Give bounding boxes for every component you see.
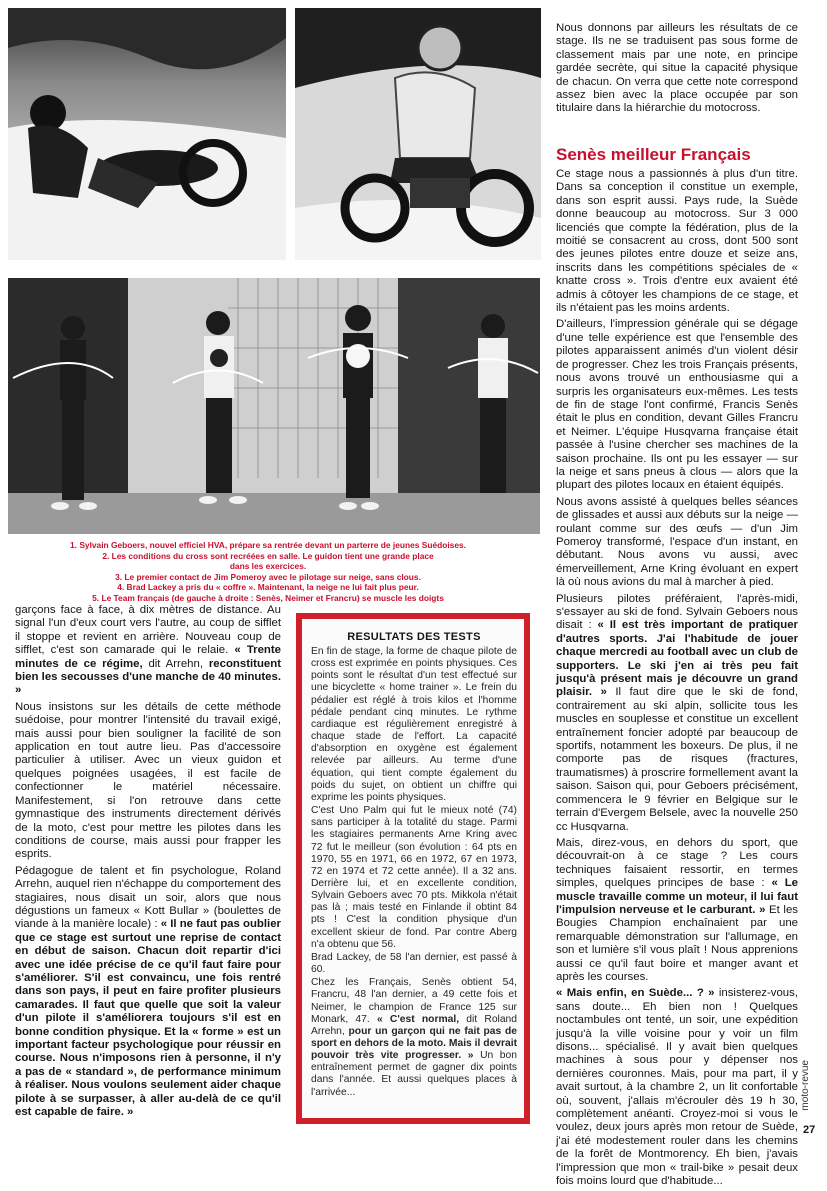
text-run: Plusieurs pilotes préféraient, l'après-midi, s'essayer au ski de fond. Sylvain Geboers nous disait :: [556, 592, 798, 632]
text-run: Et les Bougies Champion enchaînaient par une remarquable démonstration sur l'allumage, en son et lumière s'il vous plaît ! Nous apprenions aussi ce qu'il faut boire et manger avant et après les courses.: [556, 903, 798, 983]
quote: pour un garçon qui ne fait pas de sport en dehors de la moto. Mais il devrait pouvoir très vite progresser. »: [311, 1025, 517, 1062]
quote: « Trente minutes de ce régime,: [15, 644, 282, 670]
text-run: dit Roland Arrehn,: [311, 1013, 518, 1037]
results-box: [296, 613, 530, 1124]
section-heading: Senès meilleur Français: [556, 145, 751, 164]
quote: reconstituent bien les secousses d'une manche de 40 minutes. »: [15, 657, 281, 697]
paragraph: Nous donnons par ailleurs les résultats de ce stage. Ils ne se traduisent pas sous forme de classement mais par une note, en principe gardée secrète, qui situe la capacité physique de chacun. On verra que cette note correspond assez bien avec la place occupée par son titulaire dans la hiérarchie du motocross.: [556, 22, 798, 115]
text-run: Mais, direz-vous, en dehors du sport, que découvrait-on à ce stage ? Les cours techniques faisaient ressortir, en termes simples, quelques principes de base :: [556, 836, 798, 890]
magazine-name: moto-revue: [800, 1060, 811, 1111]
text-run: Un bon entraînement permet de gagner dix points dans l'année. Et aussi quelques places à l'arrivée...: [311, 1050, 517, 1098]
paragraph: [15, 865, 281, 1120]
text-run: Chez les Français, Senès obtient 54, Francru, 48 l'an dernier, a 49 cette fois et Neimer, le champion de France 125 sur Monark, 47.: [311, 977, 517, 1025]
photo-snow-rider-fallen: [8, 8, 286, 260]
quote: « Mais enfin, en Suède... ? »: [556, 987, 715, 1000]
text-run: insisterez-vous, sans doute... Eh bien non ! Quelques noctambules ont tenté, un soir, une expédition jusqu'à la ville voisine pour y voir un film disons... spécialisé. Il y avait bien quelques machines à sous pour y dépenser nos dernières couronnes. Mais, pour ma part, il y avait surtout, à la chambre 2, un lit confortable où, souvent, j'allais m'écrouler dès 19 h 30, complètement anéanti. Croyez-moi si vous le voulez, deux jours après mon retour de Suède, j'ai été modestement rouler dans les chemins de la forêt de Montmorency. Eh bien, j'avais l'impression que mon « trail-bike » pesait deux fois moins lourd que d'habitude...: [556, 987, 798, 1188]
caption-line: 1. Sylvain Geboers, nouvel efficiel HVA, prépare sa rentrée devant un parterre de jeunes Suédoises.: [70, 540, 466, 550]
caption-line: 3. Le premier contact de Jim Pomeroy avec le pilotage sur neige, sans clous.: [115, 571, 421, 582]
paragraph: D'ailleurs, l'impression générale qui se dégage d'une telle expérience est que l'ensemble des pilotes apparaissent animés d'un violent désir de progresser. Chez les trois Français présents, nous avons trouvé un enthousiasme qui a surpris les organisateurs eux-mêmes. Les tests de fin de stage l'ont confirmé, Francis Senès était le plus en condition, devant Gilles Francru et Neimer. L'équipe Husqvarna française était passée à l'usine chercher ses machines de la saison prochaine. Ils ont pu les essayer — sur la neige et sans pneus à clous — alors que la plupart des pilotes locaux en étaient équipés.: [556, 318, 798, 492]
caption-line: 2. Les conditions du cross sont recréées en salle. Le guidon tient une grande place: [102, 550, 434, 561]
results-box-text: [311, 646, 517, 1099]
caption-line: 5. Le Team français (de gauche à droite : Senès, Neimer et Francru) se muscle les doigts: [92, 592, 444, 603]
paragraph: Nous insistons sur les détails de cette méthode suédoise, pour montrer l'intensité du travail exigé, mais aussi pour bien souligner la facilité de son application en tout autre lieu. Pas d'accessoire particulier à utiliser. Avec un vieux guidon et quelques poignées usagées, il est facile de confectionner le matériel nécessaire. Manifestement, si l'on retrouve dans cette gymnastique des instruments directement dérivés de la moto, c'est pour mettre les pilotes dans les conditions de course, mais aussi pour frapper les esprits.: [15, 700, 281, 861]
quote: « Le muscle travaille comme un moteur, il lui faut l'impulsion nerveuse et le carburant. »: [556, 877, 799, 916]
quote: « Il est très important de pratiquer d'autres sports. J'ai l'habitude de jouer chaque mercredi au football avec un club de supporters. Le ski j'en ai très peu fait jusqu'à présent mais je découvre un grand plaisir. »: [556, 619, 798, 699]
photo-caption: [8, 540, 528, 603]
text-run: Pédagogue de talent et fin psychologue, Roland Arrehn, auquel rien n'échappe du comportement des stagiaires, nous disait un soir, alors que nous dégustions un fameux « Kott Bullar » (boulettes de viande à la manière locale) :: [15, 864, 281, 931]
paragraph: C'est Uno Palm qui fut le mieux noté (74) sans participer à la totalité du stage. Parmi les stagiaires permanents Arne Kring avec 72 fut le meilleur (son évolution : 64 pts en 1970, 55 en 1971, 66 en 1972, 67 en 1973, 72 en 1974 et 72 cette année). Il a 32 ans. Derrière lui, et en excellente condition, Sylvain Geboers avec 70 pts. Mikkola n'était pas là ; mais testé en Finlande il obtint 84 pts ! C'est la condition physique d'un excellent skieur de fond. Par contre Aberg n'a obtenu que 56.: [311, 805, 517, 950]
caption-line: dans les exercices.: [229, 561, 307, 571]
paragraph: En fin de stage, la forme de chaque pilote de cross est exprimée en points physiques. Ces points sont le résultat d'un test effectué sur une bicyclette « home trainer ». Le frein du pédalier est réglé à trois kilos et l'homme pédale pendant cinq minutes. Le rythme cardiaque est régulièrement enregistré à chaque stade de l'effort. La capacité d'absorption en oxygène est également relevée par ailleurs. Au terme d'une équation, qui tient compte également du poids du sujet, on obtient un chiffre qui exprime les points physiques.: [311, 646, 517, 803]
photo-snow-rider-helmet: [295, 8, 541, 260]
paragraph: [556, 837, 798, 984]
quote: « C'est normal,: [376, 1013, 460, 1025]
paragraph: [311, 977, 517, 1099]
caption-line: 4. Brad Lackey a pris du « coffre ». Maintenant, la neige ne lui fait plus peur.: [117, 582, 419, 592]
paragraph: Ce stage nous a passionnés à plus d'un titre. Dans sa conception il constitue un exemple, dans son esprit aussi. Pays rude, la Suède donne beaucoup au motocross. Sur 3 000 licenciés que compte la fédération, plus de la moitié se consacrent au cross, dont 500 sont des jeunes pilotes entre douze et seize ans, inscrits dans les compétitions spéciales de « knatte cross ». Trois d'entre eux avaient été admis à côtoyer les champions de ce stage, et ils n'étaient pas les moins ardents.: [556, 168, 798, 315]
article-intro-right: [556, 22, 798, 119]
paragraph: Brad Lackey, de 58 l'an dernier, est passé à 60.: [311, 951, 517, 976]
paragraph: [15, 604, 281, 698]
paragraph: [556, 593, 798, 834]
text-run: garçons face à face, à dix mètres de distance. Au signal l'un d'eux court vers l'autre, au coup de sifflet il stoppe et revient en arrière. Nouveau coup de sifflet, c'est son camarade qui le relaie.: [15, 604, 281, 657]
text-run: dit Arrehn,: [142, 657, 209, 670]
page-number: 27: [803, 1124, 816, 1136]
quote: « Il ne faut pas oublier que ce stage est surtout une reprise de contact en début de saison. Chacun doit repartir d'ici avec une idée précise de ce qu'il faut faire pour s'améliorer. S'il est convaincu, une fois rentré dans son pays, il peut en faire profiter plusieurs camarades. Il faut que quelle que soit la valeur d'un pilote il s'améliorera toujours s'il est en bonne condition physique. Et la « forme » est un important facteur psychologique pour réussir en course. Nous n'imposons rien à personne, il n'y a pas de « standard », de performance minimum à réaliser. Nous voulons seulement aider chaque pilote à se surpasser, à aller au-delà de ce qu'il est capable de faire. »: [15, 918, 281, 1119]
paragraph: Nous avons assisté à quelques belles séances de glissades et aussi aux débuts sur la neige — roulant comme sur des œufs — d'un Jim Pomeroy transformé, l'espace d'un instant, en débutant. Nous avons vu aussi, avec émerveillement, Arne Kring évoluant en expert là où nous avions du mal à marcher à pied.: [556, 495, 798, 589]
photo-indoor-exercise-group: [8, 278, 540, 534]
results-box-title: RESULTATS DES TESTS: [347, 631, 481, 643]
paragraph: [556, 987, 798, 1188]
text-run: Il faut dire que le ski de fond, contrairement au ski alpin, sollicite tous les muscles en souplesse et constitue un excellent entraînement foncier adopté par beaucoup de sportifs, notamment les boxeurs. De plus, il ne comporte pas de risques (fractures, traumatismes) à proscrire formellement avant la saison. Saison qui, pour Geboers précisément, commencera le 9 février en Belgique sur le terrain d'Evergem Belsele, avec la nouvelle 250 cc Husqvarna.: [556, 686, 798, 833]
article-right-column: [556, 168, 798, 1191]
article-left-column: [15, 604, 281, 1122]
